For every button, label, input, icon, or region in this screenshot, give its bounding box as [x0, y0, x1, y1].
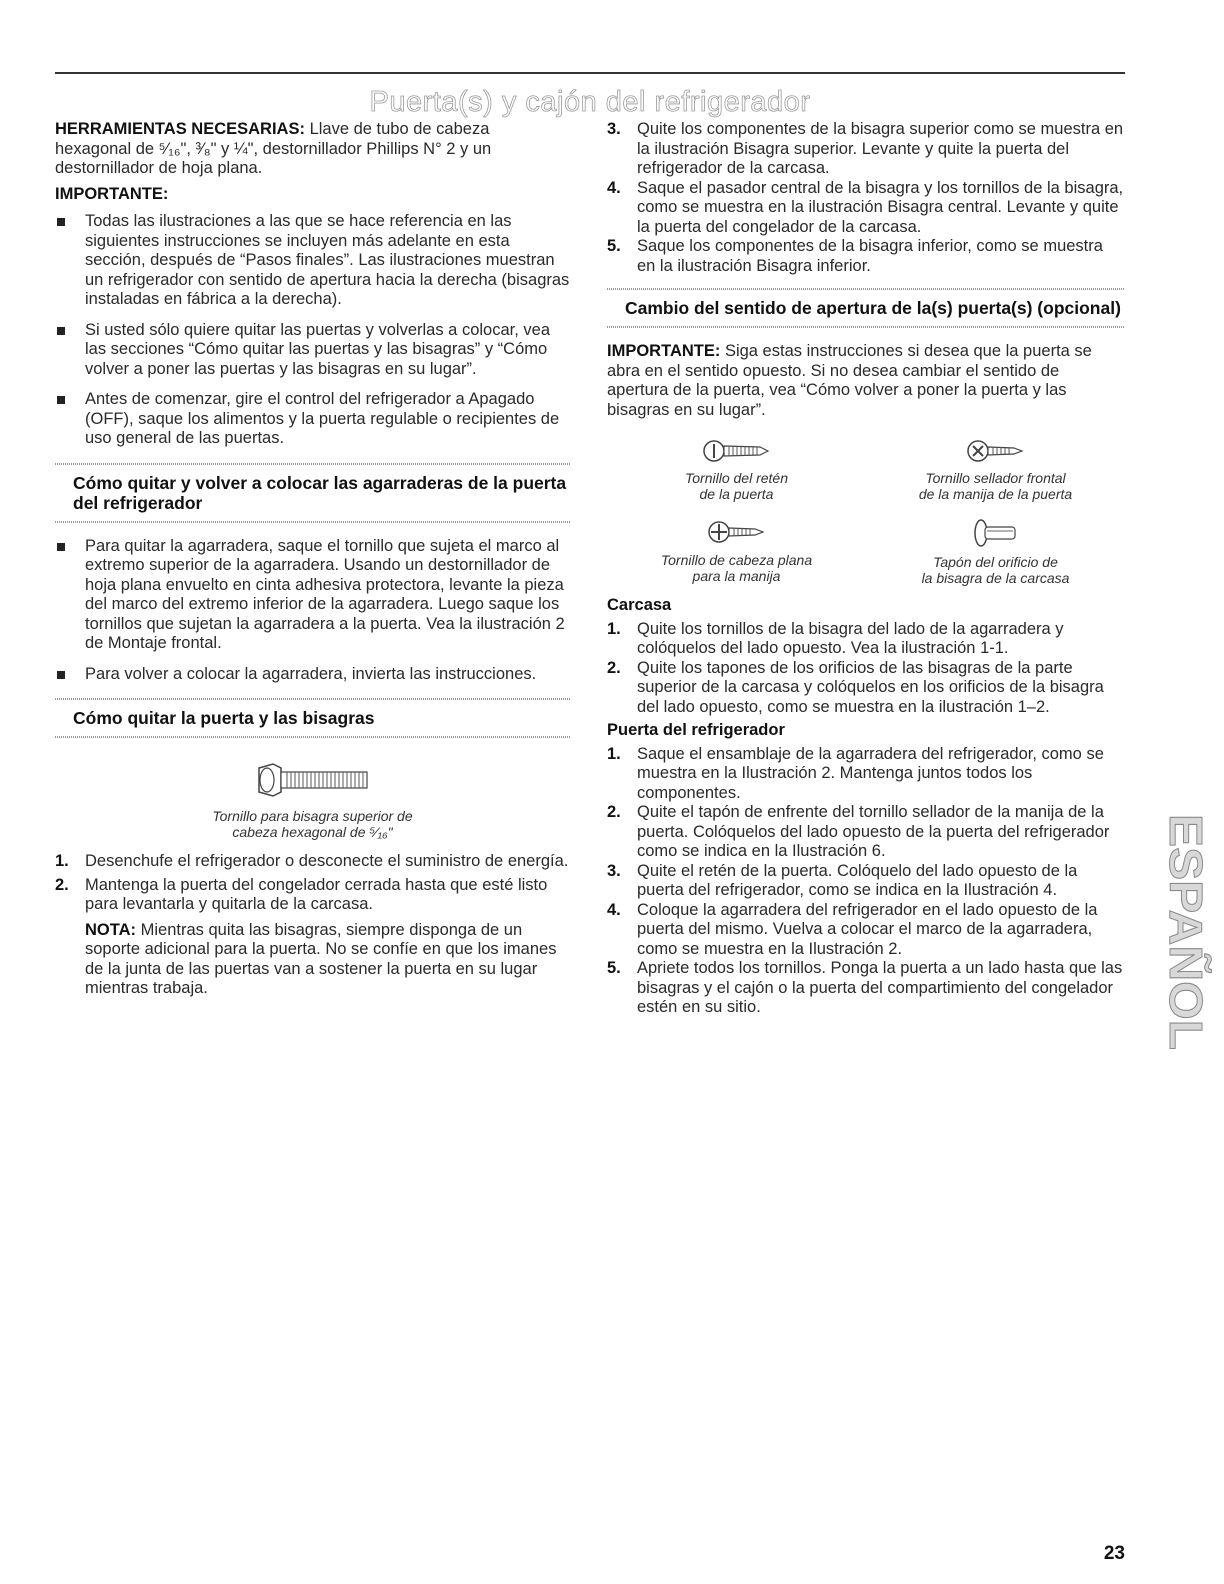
- hex-screw-icon: [253, 760, 373, 800]
- list-item: 2. Quite los tapones de los orificios de las bisagras de la parte superior de la carcasa y colóquelos en los orificios de la bisagra del lado opuesto, como se muestra en la ilustración 1–2.: [607, 658, 1104, 716]
- hex-screw-figure: [55, 760, 570, 840]
- important-label: IMPORTANTE:: [55, 184, 169, 203]
- reverse-important-text: Siga estas instrucciones si desea que la puerta se abra en el sentido opuesto. Si no desea cambiar el sentido de apertura de la puerta, vea “Cómo volver a poner la puerta y las bisagras en su lugar”.: [607, 342, 1092, 419]
- reverse-section-heading: [607, 288, 1125, 328]
- page-number: 23: [1103, 1543, 1125, 1564]
- screw-caption: Tornillo del retén: [685, 470, 788, 486]
- doors-section-heading: [55, 698, 570, 738]
- page-title: Puerta(s) y cajón del refrigerador: [369, 86, 811, 118]
- screw-legend: [607, 438, 1125, 586]
- fridge-door-label: Puerta del refrigerador: [607, 721, 785, 739]
- list-item: 3. Quite los componentes de la bisagra superior como se muestra en la ilustración Bisagra superior. Levante y quite la puerta del refrigerador de la carcasa.: [607, 120, 1124, 177]
- hex-screw-caption-1: Tornillo para bisagra superior de: [212, 808, 413, 824]
- list-item: 5. Saque los componentes de la bisagra inferior, como se muestra en la ilustración Bisagra inferior.: [607, 237, 1103, 275]
- fridge-door-steps: [607, 745, 1125, 1018]
- door-removal-steps: [55, 852, 570, 915]
- list-item: 4. Coloque la agarradera del refrigerador en el lado opuesto de la puerta del mismo. Vuelva a colocar el marco de la agarradera, como se muestra en la Ilustración 2.: [607, 900, 1098, 958]
- hex-screw-caption-2: cabeza hexagonal de ⁵⁄₁₆": [232, 824, 393, 840]
- note-paragraph: [55, 921, 570, 999]
- list-item: Antes de comenzar, gire el control del refrigerador a Apagado (OFF), saque los alimentos y la puerta regulable o recipientes de uso general de las puertas.: [55, 390, 570, 449]
- screw-caption: de la manija de la puerta: [918, 486, 1073, 502]
- screw-caption: la bisagra de la carcasa: [921, 570, 1070, 586]
- list-item: Si usted sólo quiere quitar las puertas y volverlas a colocar, vea las secciones “Cómo quitar las puertas y las bisagras” y “Cómo volver a poner las puertas y las bisagras en su lugar”.: [55, 321, 570, 380]
- reverse-important-paragraph: [607, 342, 1125, 420]
- side-language-text: ESPAÑOL: [1160, 814, 1212, 1033]
- cabinet-label: Carcasa: [607, 596, 672, 614]
- handles-list: [55, 537, 570, 685]
- tools-paragraph: [55, 120, 570, 179]
- right-column: [607, 120, 1125, 1018]
- hole-plug-icon: [971, 518, 1021, 548]
- tools-text: Llave de tubo de cabeza hexagonal de ⁵⁄₁₆", ³⁄₈" y ¼", destornillador Phillips N° 2 y un destornillador de hoja plana.: [55, 120, 492, 177]
- list-item: 5. Apriete todos los tornillos. Ponga la puerta a un lado hasta que las bisagras y el cajón o la puerta del compartimiento del congelador estén en su sitio.: [607, 959, 1123, 1016]
- handle-seal-screw-icon: [966, 438, 1026, 464]
- list-item: Para volver a colocar la agarradera, invierta las instrucciones.: [55, 665, 570, 685]
- doors-heading-text: Cómo quitar la puerta y las bisagras: [73, 708, 375, 728]
- screw-caption: para la manija: [692, 568, 781, 584]
- door-removal-steps-cont: [607, 120, 1125, 276]
- screw-handle-seal: [866, 438, 1125, 502]
- screw-caption: de la puerta: [699, 486, 774, 502]
- hinge-hole-plug: [866, 518, 1125, 586]
- list-item: 1. Quite los tornillos de la bisagra del lado de la agarradera y colóquelos del lado opuesto. Vea la ilustración 1-1.: [607, 619, 1064, 657]
- list-item: 1. Saque el ensamblaje de la agarradera del refrigerador, como se muestra en la Ilustración 2. Mantenga juntos todos los componentes.: [607, 744, 1104, 802]
- screw-caption: Tornillo de cabeza plana: [660, 552, 813, 568]
- screw-flat-head: [607, 518, 866, 586]
- reverse-heading-text: Cambio del sentido de apertura de la(s) puerta(s) (opcional): [625, 298, 1121, 318]
- handles-heading-text: Cómo quitar y volver a colocar las agarraderas de la puerta del refrigerador: [73, 472, 567, 513]
- flat-head-screw-icon: [707, 518, 767, 546]
- screw-door-stop: [607, 438, 866, 502]
- left-column: [55, 120, 570, 1003]
- list-item: 3. Quite el retén de la puerta. Colóquelo del lado opuesto de la puerta del refrigerador, como se indica en la Ilustración 4.: [607, 861, 1078, 899]
- important-list: [55, 212, 570, 449]
- door-stop-screw-icon: [702, 438, 772, 464]
- screw-caption: Tapón del orificio de: [933, 554, 1058, 570]
- handles-section-heading: [55, 463, 570, 523]
- screw-caption: Tornillo sellador frontal: [925, 470, 1066, 486]
- list-item: 1. Desenchufe el refrigerador o desconecte el suministro de energía.: [55, 852, 569, 870]
- tools-label: HERRAMIENTAS NECESARIAS:: [55, 120, 305, 138]
- note-text: Mientras quita las bisagras, siempre disponga de un soporte adicional para la puerta. No se confíe en que los imanes de la junta de las puertas van a sostener la puerta en su lugar mientras trabaja.: [85, 920, 557, 997]
- list-item: 2. Mantenga la puerta del congelador cerrada hasta que esté listo para levantarla y quitarla de la carcasa.: [55, 875, 548, 913]
- reverse-important-label: IMPORTANTE:: [607, 342, 721, 360]
- top-rule: [55, 72, 1125, 74]
- list-item: Todas las ilustraciones a las que se hace referencia en las siguientes instrucciones se incluyen más adelante en esta sección, después de “Pasos finales”. Las ilustraciones muestran un refrigerador con sentido de apertura hacia la derecha (bisagras instaladas en fábrica a la derecha).: [55, 212, 570, 310]
- side-language-label: [1128, 812, 1212, 1052]
- note-label: NOTA:: [85, 920, 137, 939]
- list-item: Para quitar la agarradera, saque el tornillo que sujeta el marco al extremo superior de la agarradera. Usando un destornillador de hoja plana envuelto en cinta adhesiva protectora, levante la pieza del marco del extremo inferior de la agarradera. Luego saque los tornillos que sujetan la agarradera a la puerta. Vea la ilustración 2 de Montaje frontal.: [55, 537, 570, 654]
- list-item: 4. Saque el pasador central de la bisagra y los tornillos de la bisagra, como se muestra en la ilustración Bisagra central. Levante y quite la puerta del congelador de la carcasa.: [607, 178, 1124, 236]
- list-item: 2. Quite el tapón de enfrente del tornillo sellador de la manija de la puerta. Colóquelos del lado opuesto de la puerta del refrigerador como se indica en la Ilustración 6.: [607, 803, 1110, 860]
- cabinet-steps: [607, 620, 1125, 718]
